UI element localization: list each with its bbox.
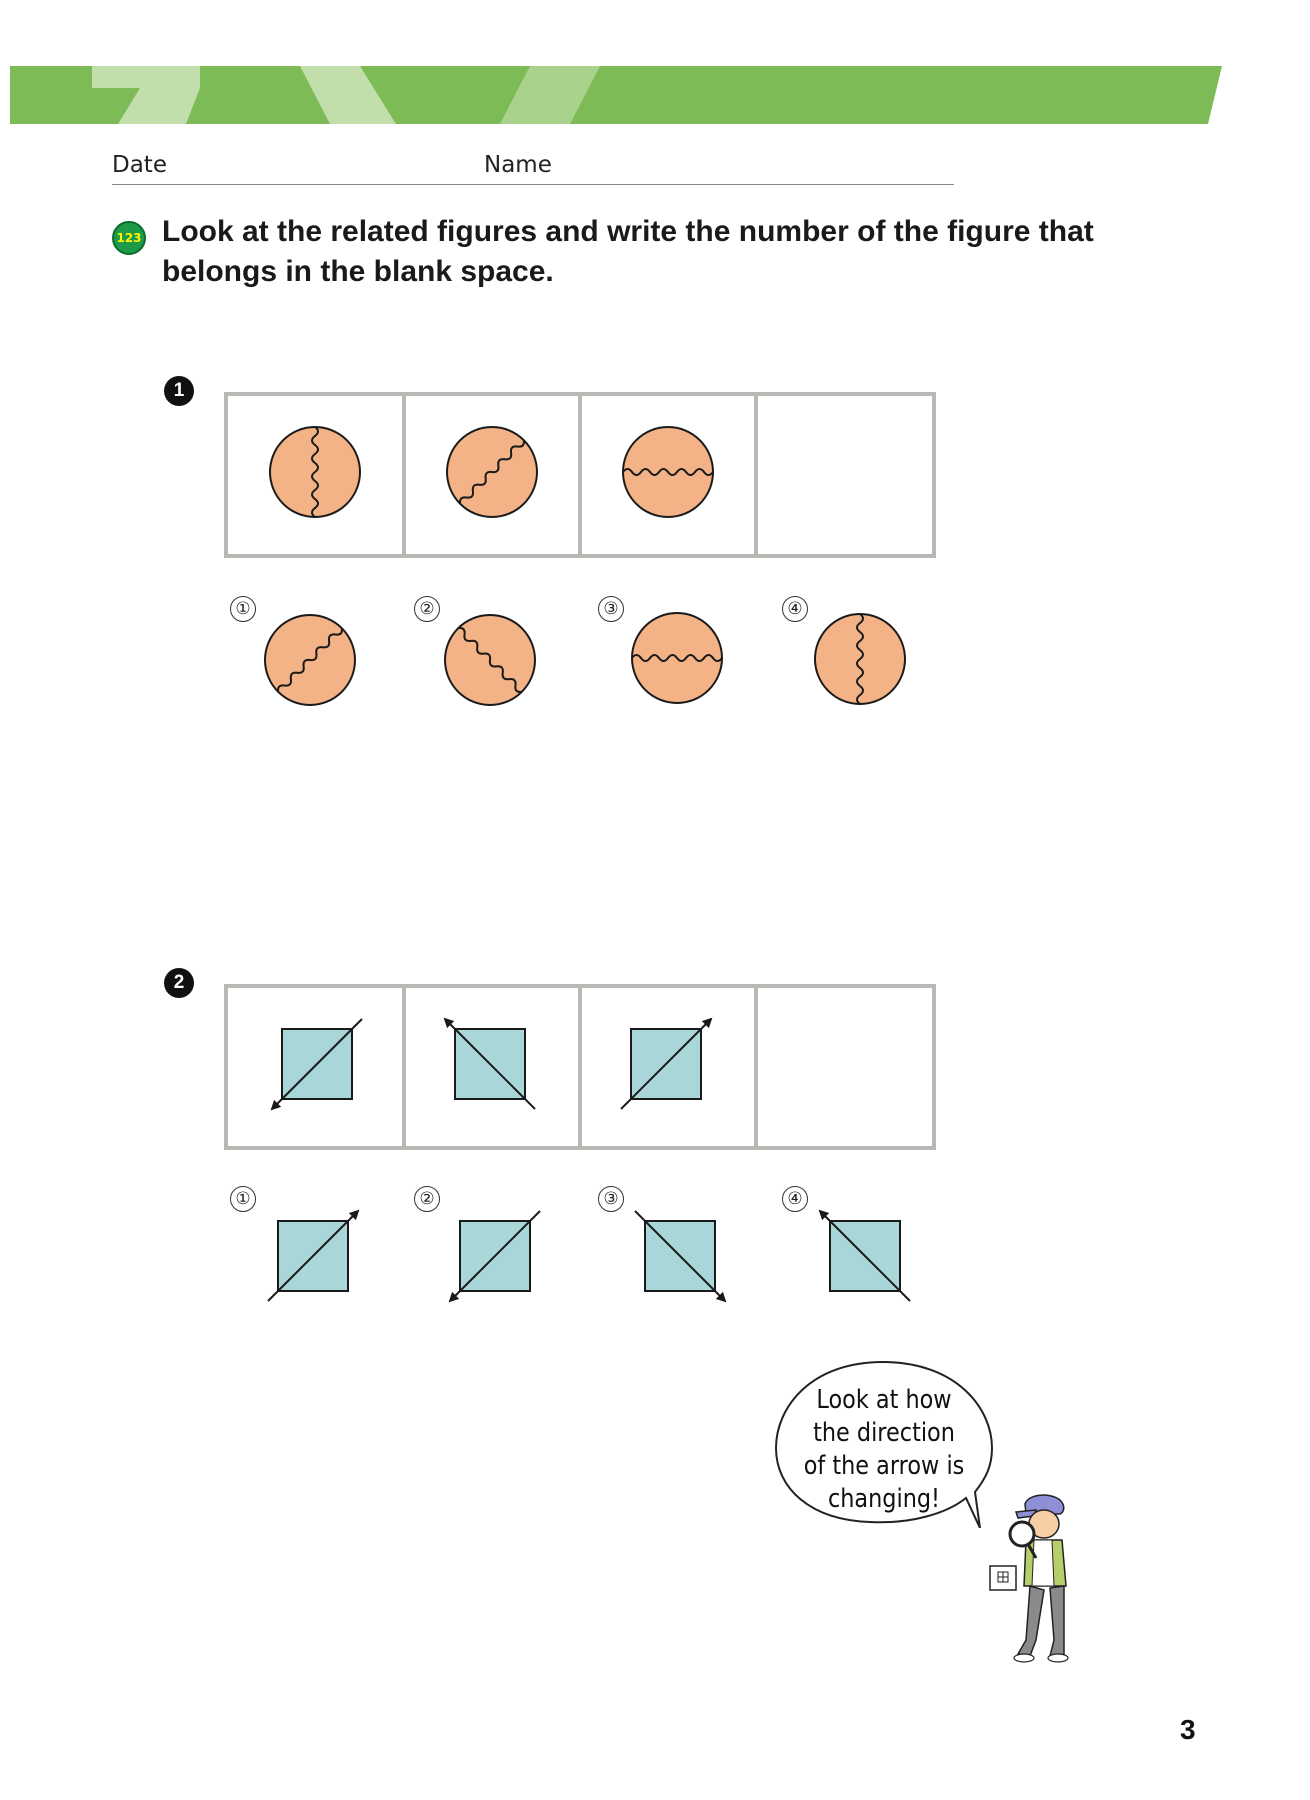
option-2-figure[interactable]	[450, 1211, 540, 1301]
name-label: Name	[484, 152, 552, 178]
option-1-figure[interactable]	[265, 615, 355, 705]
option-4-figure[interactable]	[820, 1211, 910, 1301]
option-4-figure[interactable]	[815, 614, 905, 704]
option-3-label: ③	[598, 1186, 624, 1212]
options-row-1	[260, 610, 930, 710]
options-row-2	[260, 1196, 930, 1310]
option-3-label: ③	[598, 596, 624, 622]
speech-line-3: of the arrow is	[803, 1451, 965, 1481]
speech-line-4: changing!	[827, 1484, 941, 1514]
sequence-cell-1	[270, 427, 360, 517]
option-2-figure[interactable]	[445, 615, 535, 705]
option-3-figure[interactable]	[635, 1211, 725, 1301]
option-1-figure[interactable]	[268, 1211, 358, 1301]
header-band-stripe	[92, 66, 200, 88]
option-4-label: ④	[782, 1186, 808, 1212]
option-2-label: ②	[414, 596, 440, 622]
date-name-row	[112, 148, 954, 185]
option-2-label: ②	[414, 1186, 440, 1212]
date-label: Date	[112, 152, 167, 178]
problem-number-2: 2	[164, 968, 194, 998]
option-1-label: ①	[230, 1186, 256, 1212]
speech-line-1: Look at how	[816, 1385, 952, 1415]
header-band	[0, 0, 1310, 130]
sequence-box-2	[222, 982, 938, 1152]
option-1-label: ①	[230, 596, 256, 622]
sequence-cell-2	[447, 427, 537, 517]
detective-character-icon	[980, 1490, 1090, 1670]
sequence-box-1	[222, 390, 938, 560]
math-badge-icon: 123	[112, 221, 146, 255]
option-4-label: ④	[782, 596, 808, 622]
sequence-cell-3	[621, 1019, 711, 1109]
sequence-cell-1	[272, 1019, 362, 1109]
sequence-cell-3	[623, 427, 713, 517]
problem-number-1: 1	[164, 376, 194, 406]
speech-line-2: the direction	[813, 1418, 955, 1448]
speech-bubble-text	[800, 1384, 969, 1516]
page-number: 3	[1180, 1714, 1196, 1745]
instruction-text: Look at the related figures and write the number of the figure that belongs in the blank space.	[162, 215, 1094, 288]
option-3-figure[interactable]	[632, 613, 722, 703]
sequence-cell-2	[445, 1019, 535, 1109]
